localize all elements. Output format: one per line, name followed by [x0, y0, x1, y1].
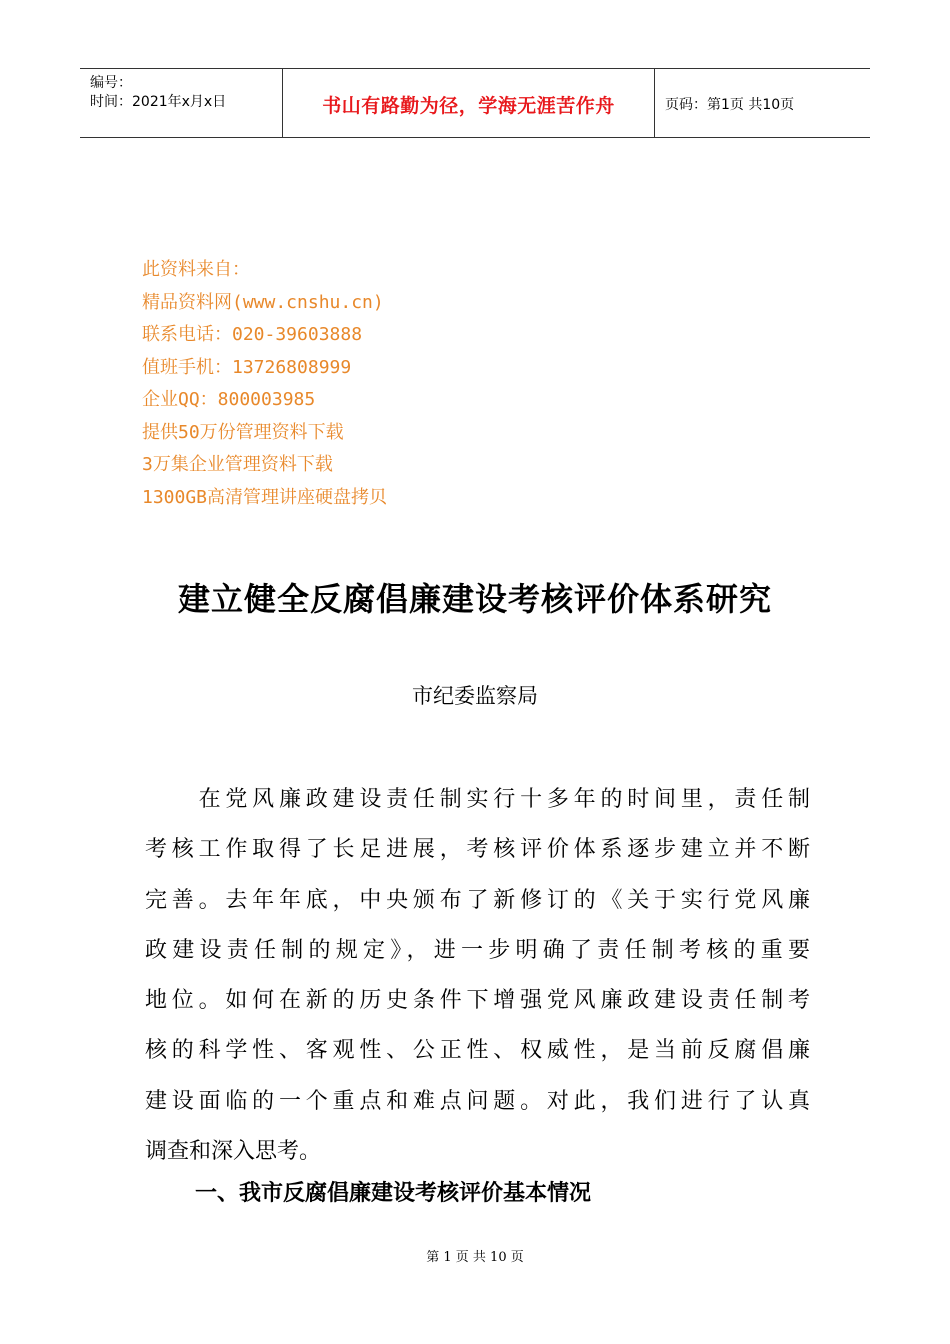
paragraph-line: 建设面临的一个重点和难点问题。对此，我们进行了认真 [145, 1088, 810, 1114]
document-header [80, 68, 870, 138]
source-line: 3万集企业管理资料下载 [142, 454, 333, 475]
source-line: 企业QQ：800003985 [142, 389, 316, 410]
body-paragraph [145, 775, 810, 1177]
page-footer: 第 1 页 共 10 页 [426, 1250, 524, 1265]
section-heading: 一、我市反腐倡廉建设考核评价基本情况 [195, 1181, 592, 1206]
paragraph-line: 调查和深入思考。 [145, 1139, 322, 1165]
paragraph-line: 核的科学性、客观性、公正性、权威性，是当前反腐倡廉 [145, 1038, 810, 1064]
source-line: 此资料来自： [142, 259, 250, 280]
header-page-info: 页码：第1页 共10页 [665, 97, 795, 113]
header-meta-cell [80, 69, 283, 137]
source-line: 精品资料网(www.cnshu.cn) [142, 291, 384, 313]
source-line: 提供50万份管理资料下载 [142, 421, 344, 443]
source-info-block [142, 254, 387, 514]
source-line: 联系电话：020-39603888 [142, 324, 363, 345]
header-page-cell [655, 69, 870, 137]
paragraph-line: 完善。去年年底，中央颁布了新修订的《关于实行党风廉 [145, 887, 810, 913]
source-line: 值班手机：13726808999 [142, 356, 352, 378]
paragraph-line: 在党风廉政建设责任制实行十多年的时间里，责任制 [145, 787, 810, 812]
paragraph-line: 考核工作取得了长足进展，考核评价体系逐步建立并不断 [145, 837, 810, 863]
paragraph-line: 地位。如何在新的历史条件下增强党风廉政建设责任制考 [145, 988, 810, 1014]
document-title: 建立健全反腐倡廉建设考核评价体系研究 [177, 580, 772, 618]
document-author: 市纪委监察局 [412, 684, 538, 708]
number-label: 编号： [90, 75, 132, 91]
time-label: 时间：2021年x月x日 [90, 94, 227, 110]
paragraph-line: 政建设责任制的规定》，进一步明确了责任制考核的重要 [145, 937, 810, 963]
header-motto-cell [283, 69, 655, 137]
source-line: 1300GB高清管理讲座硬盘拷贝 [142, 486, 388, 508]
motto: 书山有路勤为径，学海无涯苦作舟 [322, 95, 615, 117]
